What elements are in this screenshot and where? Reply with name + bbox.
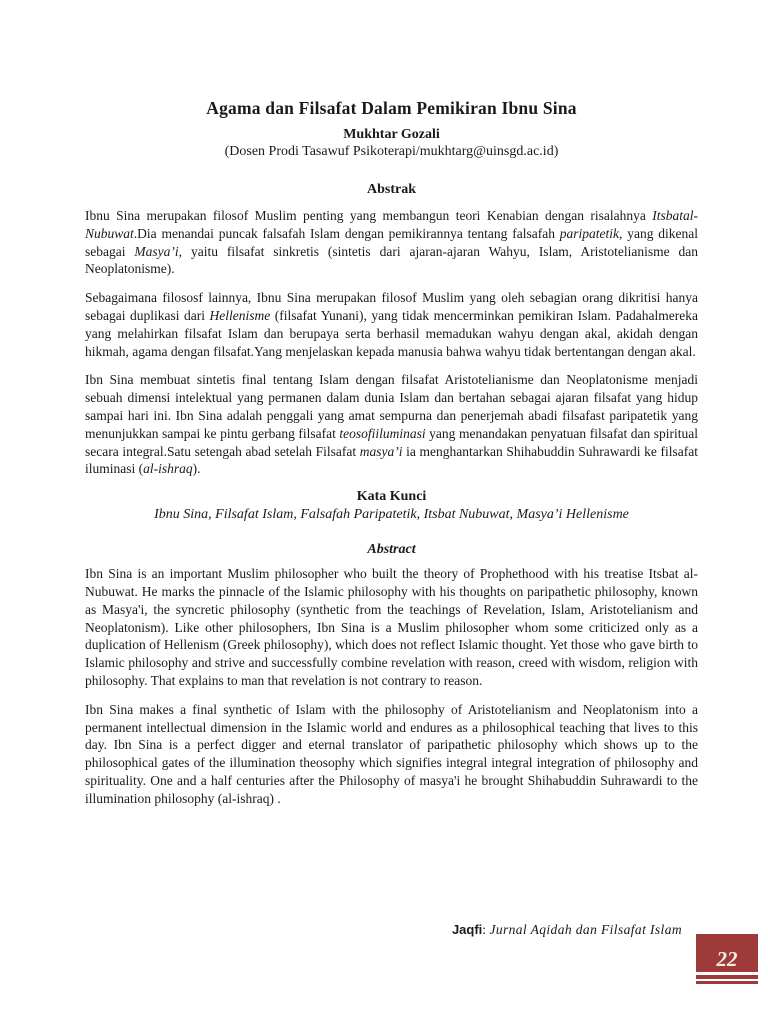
page-title: Agama dan Filsafat Dalam Pemikiran Ibnu Sina xyxy=(206,98,577,118)
abstract-paragraph-2: Ibn Sina makes a final synthetic of Islam with the philosophy of Aristotelianism and Neoplatonism into a permanent intellectual dimension in the Islamic world and endures as a philosophical teaching that lives to this day. Ibn Sina is a perfect digger and eternal translator of paripathetic philosophy which shows up to the philosophical gates of the illumination theosophy which signifies integral integral integration of philosophy and spirituality. One and a half centuries after the Philosophy of masya'i he brought Shihabuddin Suhrawardi to the illumination philosophy (al-ishraq) . xyxy=(85,701,698,806)
journal-abbrev: Jaqfi xyxy=(451,922,483,937)
abstrak-paragraph-1: Ibnu Sina merupakan filosof Muslim penting yang membangun teori Kenabian dengan risalahnya Itsbatal-Nubuwat.Dia menandai puncak falsafah Islam dengan pemikirannya tentang falsafah paripatetik, yang dikenal sebagai Masya’i, yaitu filsafat sinkretis (sintetis dari ajaran-ajaran Wahyu, Islam, Aristotelianisme dan Neoplatonisme). xyxy=(85,208,699,277)
page-number-rule-top xyxy=(696,975,758,979)
abstrak-heading: Abstrak xyxy=(366,182,416,197)
abstract-paragraph-1: Ibn Sina is an important Muslim philosopher who built the theory of Prophethood with his treatise Itsbat al-Nubuwat. He marks the pinnacle of the Islamic philosophy with his thoughts on paripathetic philosophy, known as Masya'i, the syncretic philosophy (synthetic from the teachings of Revelation, Islam, Aristotelianism and Neoplatonism). Like other philosophers, Ibn Sina is a Muslim philosopher whom some criticized only as a duplication of Hellenism (Greek philosophy), which does not reflect Islamic thought. Yet those who gave birth to Islamic philosophy and strive and successfully combine revelation with reason, creed with wisdom, religion with philosophy. That explains to man that revelation is not contrary to reason. xyxy=(85,566,698,688)
abstrak-paragraph-2: Sebagaimana filososf lainnya, Ibnu Sina merupakan filosof Muslim yang oleh sebagian orang dikritisi hanya sebagai duplikasi dari Hellenisme (filsafat Yunani), yang tidak mencerminkan pemikiran Islam. Padahalmereka yang melahirkan filsafat Islam dan berupaya serta berhasil memadukan wahyu dengan akal, akidah dengan hikmah, agama dengan filsafat.Yang menjelaskan kepada manusia bahwa wahyu tidak bertentangan dengan akal. xyxy=(85,290,699,359)
journal-title: Jurnal Aqidah dan Filsafat Islam xyxy=(489,922,682,937)
kata-kunci-heading: Kata Kunci xyxy=(356,489,427,505)
footer-separator: : xyxy=(482,922,490,937)
page-number-badge xyxy=(696,934,758,972)
author-affiliation: (Dosen Prodi Tasawuf Psikoterapi/mukhtarg@uinsgd.ac.id) xyxy=(224,144,559,159)
author-name: Mukhtar Gozali xyxy=(343,127,440,142)
keywords-line: Ibnu Sina, Filsafat Islam, Falsafah Paripatetik, Itsbat Nubuwat, Masya’i Hellenisme xyxy=(154,507,629,523)
page-number-rule-bottom xyxy=(696,981,758,984)
journal-footer xyxy=(0,921,682,938)
page-number-block xyxy=(696,934,758,984)
abstract-heading: Abstract xyxy=(367,542,416,558)
page-number: 22 xyxy=(716,947,738,971)
article-content xyxy=(85,98,698,808)
abstrak-paragraph-3: Ibn Sina membuat sintetis final tentang Islam dengan filsafat Aristotelianisme dan Neoplatonisme menjadi sebuah dimensi intelektual yang permanen dalam dunia Islam dan bertahan sebagai ajaran filsafat yang hidup sampai hari ini. Ibn Sina adalah penggali yang amat sempurna dan penerjemah abadi filsafast paripatetik yang menunjukkan sampai ke pintu gerbang filsafat teosofiiluminasi yang menandakan penyatuan filsafat dan spiritual secara integral.Satu setengah abad setelah Filsafat masya’i ia menghantarkan Shihabuddin Suhrawardi ke filsafat iluminasi (al-ishraq). xyxy=(85,372,698,477)
